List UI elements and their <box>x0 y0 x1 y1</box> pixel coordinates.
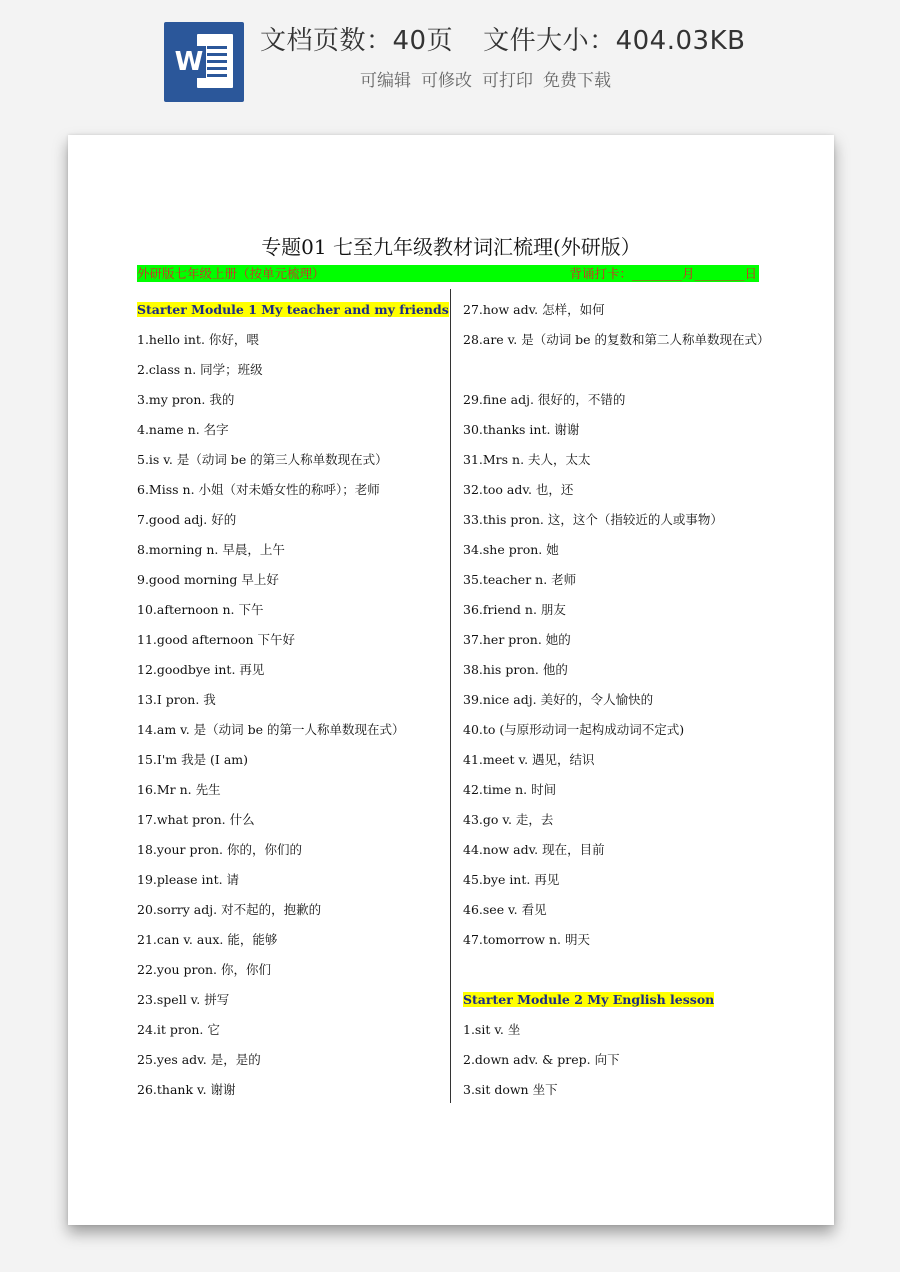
left-column <box>137 295 449 1105</box>
vocab-item: 34.she pron. 她 <box>463 542 559 557</box>
vocab-item: 35.teacher n. 老师 <box>463 572 577 587</box>
vocab-item: 22.you pron. 你，你们 <box>137 962 271 977</box>
vocab-item: 45.bye int. 再见 <box>463 872 560 887</box>
feature-printable: 可打印 <box>482 71 533 91</box>
vocab-item: 2.down adv. & prep. 向下 <box>463 1052 620 1067</box>
vocab-item: 15.I'm 我是 (I am) <box>137 752 249 767</box>
vocab-item: 41.meet v. 遇见，结识 <box>463 752 595 767</box>
vocab-item: 27.how adv. 怎样，如何 <box>463 302 605 317</box>
right-column <box>463 295 775 1105</box>
word-document-icon <box>164 22 244 102</box>
page-count: 文档页数：40页 <box>260 26 454 56</box>
vocab-item: 38.his pron. 他的 <box>463 662 568 677</box>
vocab-item: 1.sit v. 坐 <box>463 1022 521 1037</box>
vocab-item: 30.thanks int. 谢谢 <box>463 422 580 437</box>
word-logo-letter: W <box>172 46 206 78</box>
vocab-item: 39.nice adj. 美好的，令人愉快的 <box>463 692 654 707</box>
feature-modifiable: 可修改 <box>421 71 472 91</box>
column-divider <box>450 289 451 1103</box>
vocab-item: 20.sorry adj. 对不起的，抱歉的 <box>137 902 322 917</box>
recitation-checkin: 背诵打卡：________月________日 <box>569 266 757 281</box>
feature-list <box>360 66 611 91</box>
vocab-item: 47.tomorrow n. 明天 <box>463 932 590 947</box>
section-bar <box>137 265 759 282</box>
file-size: 文件大小：404.03KB <box>483 26 746 56</box>
vocab-item: 16.Mr n. 先生 <box>137 782 221 797</box>
vocab-item: 13.I pron. 我 <box>137 692 216 707</box>
vocab-item: 29.fine adj. 很好的，不错的 <box>463 392 626 407</box>
file-stats <box>260 20 780 57</box>
module-heading: Starter Module 2 My English lesson <box>463 992 715 1007</box>
vocab-item: 12.goodbye int. 再见 <box>137 662 265 677</box>
vocab-item: 9.good morning 早上好 <box>137 572 279 587</box>
feature-editable: 可编辑 <box>360 71 411 91</box>
vocab-item: 37.her pron. 她的 <box>463 632 571 647</box>
vocab-item: 40.to (与原形动词一起构成动词不定式) <box>463 722 685 737</box>
vocab-item: 5.is v. 是（动词 be 的第三人称单数现在式） <box>137 452 388 467</box>
vocab-item: 23.spell v. 拼写 <box>137 992 230 1007</box>
vocab-item: 36.friend n. 朋友 <box>463 602 566 617</box>
vocab-item: 7.good adj. 好的 <box>137 512 237 527</box>
vocab-item: 3.my pron. 我的 <box>137 392 235 407</box>
document-page <box>68 135 834 1225</box>
vocab-item: 14.am v. 是（动词 be 的第一人称单数现在式） <box>137 722 405 737</box>
document-title: 专题01 七至九年级教材词汇梳理(外研版） <box>261 235 641 259</box>
vocab-item: 31.Mrs n. 夫人，太太 <box>463 452 591 467</box>
vocab-item: 28.are v. 是（动词 be 的复数和第二人称单数现在式） <box>463 332 770 347</box>
module-heading: Starter Module 1 My teacher and my friends <box>137 302 449 317</box>
vocab-item: 25.yes adv. 是，是的 <box>137 1052 261 1067</box>
vocab-item: 46.see v. 看见 <box>463 902 547 917</box>
vocab-item: 8.morning n. 早晨，上午 <box>137 542 285 557</box>
vocab-item: 19.please int. 请 <box>137 872 240 887</box>
vocab-item: 24.it pron. 它 <box>137 1022 220 1037</box>
vocab-item: 17.what pron. 什么 <box>137 812 255 827</box>
vocab-item: 44.now adv. 现在，目前 <box>463 842 605 857</box>
section-label: 外研版七年级上册（按单元梳理） <box>137 266 325 281</box>
vocab-item: 3.sit down 坐下 <box>463 1082 558 1097</box>
vocab-item: 33.this pron. 这，这个（指较近的人或事物） <box>463 512 723 527</box>
vocab-item: 6.Miss n. 小姐（对未婚女性的称呼）；老师 <box>137 482 380 497</box>
vocab-item: 26.thank v. 谢谢 <box>137 1082 236 1097</box>
vocab-item: 42.time n. 时间 <box>463 782 557 797</box>
vocab-item: 11.good afternoon 下午好 <box>137 632 296 647</box>
vocab-item: 1.hello int. 你好，喂 <box>137 332 259 347</box>
download-banner <box>0 0 900 120</box>
vocab-item: 2.class n. 同学；班级 <box>137 362 263 377</box>
feature-free-download: 免费下载 <box>543 71 611 91</box>
vocab-item: 32.too adv. 也，还 <box>463 482 574 497</box>
vocab-item: 43.go v. 走，去 <box>463 812 554 827</box>
vocab-item: 21.can v. aux. 能，能够 <box>137 932 278 947</box>
vocab-item: 10.afternoon n. 下午 <box>137 602 264 617</box>
vocab-item: 4.name n. 名字 <box>137 422 229 437</box>
vocab-item: 18.your pron. 你的，你们的 <box>137 842 302 857</box>
